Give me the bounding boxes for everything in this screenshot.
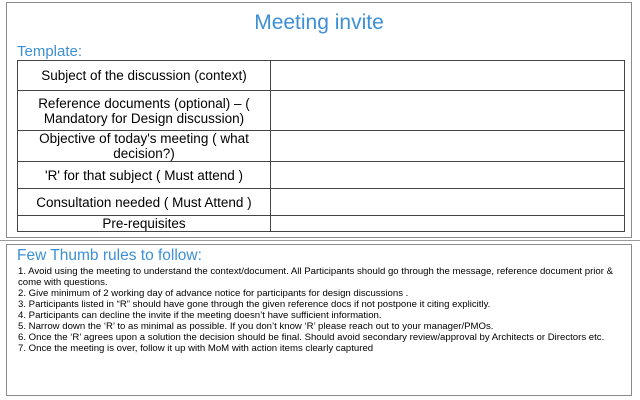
row-label-subject: Subject of the discussion (context)	[18, 61, 271, 91]
rule-item: 7. Once the meeting is over, follow it up with MoM with action items clearly captured	[18, 343, 374, 354]
row-label-consultation-needed: Consultation needed ( Must Attend )	[18, 189, 271, 216]
page-title: Meeting invite	[254, 11, 384, 34]
rules-list	[18, 266, 624, 354]
rules-heading: Few Thumb rules to follow:	[17, 247, 202, 264]
rule-item: 3. Participants listed in “R” should have gone through the given reference docs if not postpone it citing explicitly.	[18, 299, 491, 310]
table-row	[18, 61, 625, 91]
row-label-r-for-subject: 'R' for that subject ( Must attend )	[18, 162, 271, 189]
rule-item: 2. Give minimum of 2 working day of advance notice for participants for design discussions .	[18, 288, 409, 299]
row-label-reference-documents: Reference documents (optional) – ( Mandatory for Design discussion)	[18, 91, 271, 131]
rule-item: 1. Avoid using the meeting to understand the context/document. All Participants should go through the message, reference document prior & come with questions.	[18, 266, 613, 288]
table-row	[18, 162, 625, 189]
thumb-rules-panel	[6, 244, 632, 396]
row-label-objective: Objective of today's meeting ( what decision?)	[18, 131, 271, 162]
row-value-subject[interactable]	[271, 61, 625, 91]
rule-item: 6. Once the ‘R’ agrees upon a solution the decision should be final. Should avoid secondary review/approval by Architects or Directors etc.	[18, 332, 605, 343]
section-divider	[0, 240, 640, 241]
template-label: Template:	[17, 43, 83, 60]
table-row	[18, 189, 625, 216]
row-value-objective[interactable]	[271, 131, 625, 162]
template-table	[17, 60, 625, 232]
row-value-r-for-subject[interactable]	[271, 162, 625, 189]
row-value-pre-requisites[interactable]	[271, 216, 625, 232]
rule-item: 4. Participants can decline the invite if the meeting doesn’t have sufficient information.	[18, 310, 382, 321]
table-row	[18, 91, 625, 131]
table-row	[18, 216, 625, 232]
row-value-reference-documents[interactable]	[271, 91, 625, 131]
row-value-consultation-needed[interactable]	[271, 189, 625, 216]
row-label-pre-requisites: Pre-requisites	[18, 216, 271, 232]
table-row	[18, 131, 625, 162]
rule-item: 5. Narrow down the ‘R’ to as minimal as possible. If you don’t know ‘R’ please reach out to your manager/PMOs.	[18, 321, 494, 332]
meeting-invite-panel	[6, 2, 632, 238]
